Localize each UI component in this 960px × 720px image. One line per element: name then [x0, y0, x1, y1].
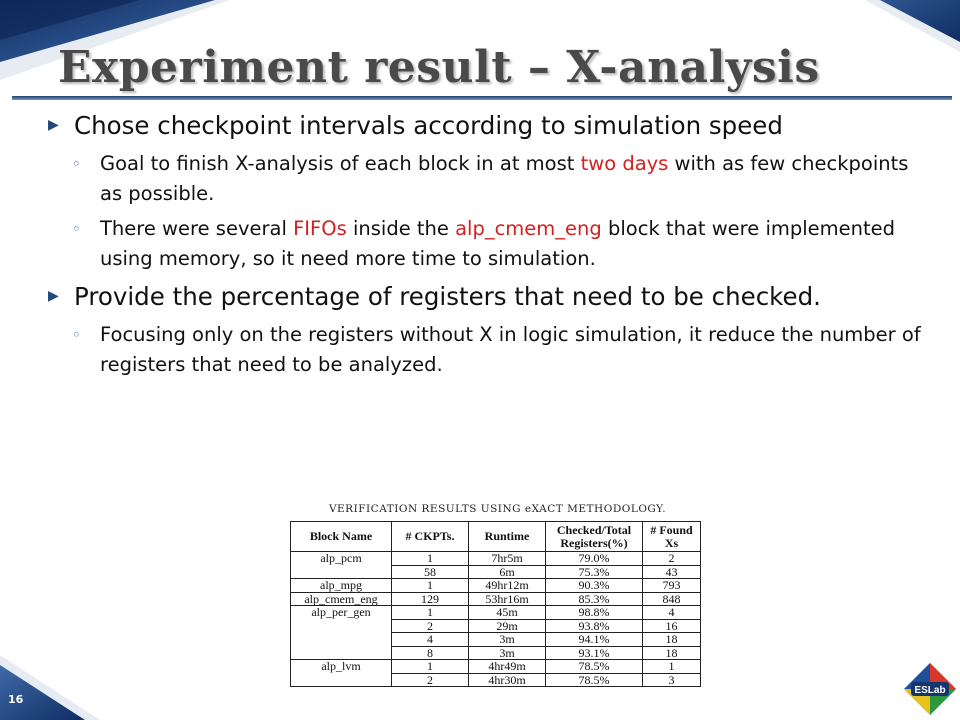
cell-xs: 18 [643, 646, 701, 660]
cell-xs: 793 [643, 579, 701, 593]
table-header-row [291, 522, 701, 552]
verification-results-table-figure [290, 503, 705, 687]
cell-pct: 79.0% [546, 552, 643, 566]
table-row [291, 660, 701, 674]
slide-title: Experiment result – X-analysis [58, 42, 820, 93]
slide-content [48, 108, 928, 385]
cell-runtime: 3m [469, 633, 546, 647]
highlight-fifos: FIFOs [293, 217, 347, 240]
table-caption: VERIFICATION RESULTS USING eXACT METHODOLOGY. [328, 503, 667, 515]
sub-bullet-goal [48, 149, 928, 209]
verification-results-table [290, 521, 701, 687]
cell-runtime: 4hr30m [469, 673, 546, 687]
cell-ckpts: 1 [392, 552, 469, 566]
table-row [291, 606, 701, 620]
highlight-two-days: two days [580, 152, 669, 175]
cell-ckpts: 1 [392, 579, 469, 593]
cell-runtime: 6m [469, 565, 546, 579]
cell-xs: 1 [643, 660, 701, 674]
cell-xs: 3 [643, 673, 701, 687]
cell-pct: 78.5% [546, 660, 643, 674]
cell-xs: 2 [643, 552, 701, 566]
cell-xs: 18 [643, 633, 701, 647]
title-underline [12, 96, 952, 100]
bullet-text: Provide the percentage of registers that need to be checked. [74, 282, 821, 311]
cell-runtime: 4hr49m [469, 660, 546, 674]
cell-block: alp_cmem_eng [291, 592, 392, 606]
cell-ckpts: 4 [392, 633, 469, 647]
logo-text: ESLab [914, 685, 946, 696]
triangle-bullet-icon: ▶ [48, 117, 59, 133]
page-number: 16 [8, 693, 24, 706]
bullet-percentage-registers [48, 279, 928, 314]
cell-runtime: 45m [469, 606, 546, 620]
bullet-text: Chose checkpoint intervals according to simulation speed [74, 111, 783, 140]
cell-ckpts: 8 [392, 646, 469, 660]
sub-bullet-text: inside the [346, 217, 456, 240]
sub-bullet-text: There were several [100, 217, 294, 240]
cell-pct: 93.8% [546, 619, 643, 633]
cell-pct: 93.1% [546, 646, 643, 660]
header-checked-total: Checked/Total Registers(%) [546, 522, 643, 552]
eslab-logo [903, 662, 957, 716]
cell-ckpts: 2 [392, 673, 469, 687]
cell-runtime: 53hr16m [469, 592, 546, 606]
header-block-name: Block Name [291, 522, 392, 552]
circle-bullet-icon: ◦ [72, 155, 81, 173]
cell-pct: 78.5% [546, 673, 643, 687]
cell-xs: 4 [643, 606, 701, 620]
triangle-bullet-icon: ▶ [48, 288, 59, 304]
cell-ckpts: 129 [392, 592, 469, 606]
cell-block: alp_pcm [291, 552, 392, 579]
cell-pct: 85.3% [546, 592, 643, 606]
cell-runtime: 3m [469, 646, 546, 660]
cell-pct: 94.1% [546, 633, 643, 647]
circle-bullet-icon: ◦ [72, 326, 81, 344]
top-right-corner-decoration [835, 0, 960, 52]
cell-ckpts: 58 [392, 565, 469, 579]
bottom-left-corner-decoration [0, 650, 100, 720]
circle-bullet-icon: ◦ [72, 220, 81, 238]
cell-runtime: 29m [469, 619, 546, 633]
sub-bullet-text: Goal to finish X-analysis of each block in at most [100, 152, 581, 175]
table-row [291, 552, 701, 566]
sub-bullet-text: Focusing only on the registers without X in logic simulation, it reduce the number of registers that need to be analyzed. [100, 323, 921, 376]
cell-pct: 90.3% [546, 579, 643, 593]
sub-bullet-text: block that were implemented using memory, so it need more time to simulation. [100, 217, 896, 270]
header-ckpts: # CKPTs. [392, 522, 469, 552]
table-row [291, 592, 701, 606]
cell-ckpts: 1 [392, 660, 469, 674]
cell-block: alp_lvm [291, 660, 392, 687]
cell-ckpts: 2 [392, 619, 469, 633]
cell-block: alp_per_gen [291, 606, 392, 660]
cell-xs: 16 [643, 619, 701, 633]
highlight-alp-cmem-eng: alp_cmem_eng [455, 217, 602, 240]
cell-pct: 75.3% [546, 565, 643, 579]
bullet-checkpoint-intervals [48, 108, 928, 143]
cell-xs: 848 [643, 592, 701, 606]
header-runtime: Runtime [469, 522, 546, 552]
cell-pct: 98.8% [546, 606, 643, 620]
cell-xs: 43 [643, 565, 701, 579]
cell-runtime: 7hr5m [469, 552, 546, 566]
cell-ckpts: 1 [392, 606, 469, 620]
cell-block: alp_mpg [291, 579, 392, 593]
sub-bullet-focusing [48, 320, 928, 380]
table-row [291, 579, 701, 593]
sub-bullet-fifos [48, 214, 928, 274]
cell-runtime: 49hr12m [469, 579, 546, 593]
header-found-xs: # Found Xs [643, 522, 701, 552]
sub-bullet-text: with as few checkpoints as possible. [100, 152, 909, 205]
